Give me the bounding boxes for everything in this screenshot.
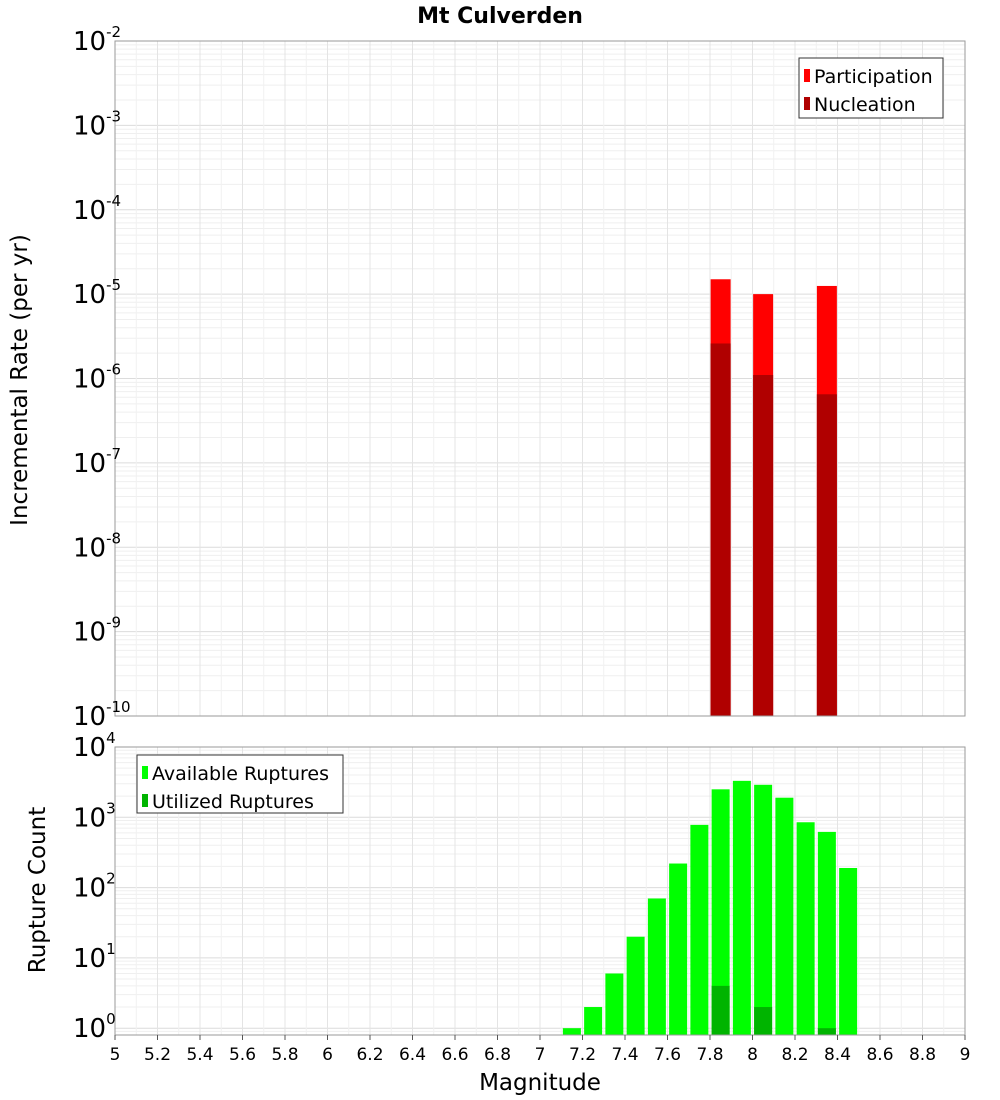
y-tick-label: $10^{-3}$ <box>73 107 122 142</box>
y-tick-label: $10^0$ <box>73 1010 116 1045</box>
legend-label: Utilized Ruptures <box>152 791 314 813</box>
utilized-ruptures-bar <box>754 1007 772 1035</box>
x-tick-label: 5 <box>109 1045 121 1065</box>
x-tick-label: 8.2 <box>781 1045 809 1065</box>
x-tick-label: 8 <box>747 1045 758 1065</box>
rate-panel <box>73 23 965 732</box>
x-tick-label: 6.8 <box>483 1045 512 1065</box>
available-ruptures-bar <box>584 1007 602 1035</box>
y-tick-label: $10^4$ <box>73 729 116 763</box>
x-axis-label: Magnitude <box>479 1070 601 1096</box>
x-tick-label: 5.6 <box>228 1045 257 1065</box>
y-tick-label: $10^{-4}$ <box>73 191 122 226</box>
x-tick-label: 6.4 <box>398 1045 427 1065</box>
legend-label: Available Ruptures <box>152 763 329 785</box>
available-ruptures-bar <box>648 898 666 1035</box>
chart-title: Mt Culverden <box>417 4 583 29</box>
top-y-axis-label: Incremental Rate (per yr) <box>7 234 33 526</box>
x-tick-label: 6 <box>322 1045 333 1065</box>
x-tick-label: 5.8 <box>271 1045 299 1065</box>
x-tick-label: 6.2 <box>356 1045 384 1065</box>
y-tick-label: $10^2$ <box>73 869 116 904</box>
x-tick-label: 9 <box>959 1045 971 1065</box>
y-tick-label: $10^{-7}$ <box>73 444 122 479</box>
x-tick-label: 7 <box>534 1045 546 1065</box>
x-tick-label: 5.4 <box>186 1045 214 1065</box>
utilized-ruptures-bar <box>712 986 730 1035</box>
available-ruptures-bar <box>690 825 708 1035</box>
legend-swatch <box>142 766 148 779</box>
x-tick-label: 8.6 <box>866 1045 894 1065</box>
bottom-y-axis-label: Rupture Count <box>25 806 51 974</box>
x-tick-label: 7.4 <box>611 1045 639 1065</box>
available-ruptures-bar <box>563 1028 581 1035</box>
legend-swatch <box>804 69 810 82</box>
y-tick-label: $10^{-9}$ <box>73 613 122 648</box>
x-tick-label: 7.8 <box>696 1045 724 1065</box>
y-tick-label: $10^{-2}$ <box>73 23 122 57</box>
x-tick-label: 6.6 <box>441 1045 469 1065</box>
available-ruptures-bar <box>818 832 836 1035</box>
y-tick-label: $10^{-8}$ <box>73 529 122 564</box>
y-tick-label: $10^3$ <box>73 799 116 834</box>
nucleation-bar <box>711 343 731 716</box>
available-ruptures-bar <box>733 781 751 1035</box>
x-tick-label: 7.2 <box>568 1045 597 1065</box>
available-ruptures-bar <box>605 973 623 1035</box>
x-tick-label: 8.4 <box>823 1045 852 1065</box>
available-ruptures-bar <box>797 822 815 1035</box>
available-ruptures-bar <box>839 868 857 1035</box>
nucleation-bar <box>753 375 773 716</box>
legend-swatch <box>142 794 148 807</box>
available-ruptures-bar <box>669 864 687 1035</box>
legend-label: Nucleation <box>814 94 916 116</box>
utilized-ruptures-bar <box>818 1028 836 1035</box>
count-panel <box>73 729 970 1065</box>
x-tick-label: 7.6 <box>653 1045 682 1065</box>
x-tick-label: 8.8 <box>908 1045 937 1065</box>
y-tick-label: $10^{-10}$ <box>73 698 131 732</box>
available-ruptures-bar <box>627 937 645 1035</box>
y-tick-label: $10^{-5}$ <box>73 276 122 311</box>
legend-label: Participation <box>814 66 933 88</box>
y-tick-label: $10^1$ <box>73 939 116 974</box>
nucleation-bar <box>817 394 837 716</box>
x-tick-label: 5.2 <box>143 1045 172 1065</box>
available-ruptures-bar <box>775 798 793 1035</box>
available-ruptures-bar <box>754 785 772 1035</box>
legend-swatch <box>804 97 810 110</box>
y-tick-label: $10^{-6}$ <box>73 360 122 395</box>
